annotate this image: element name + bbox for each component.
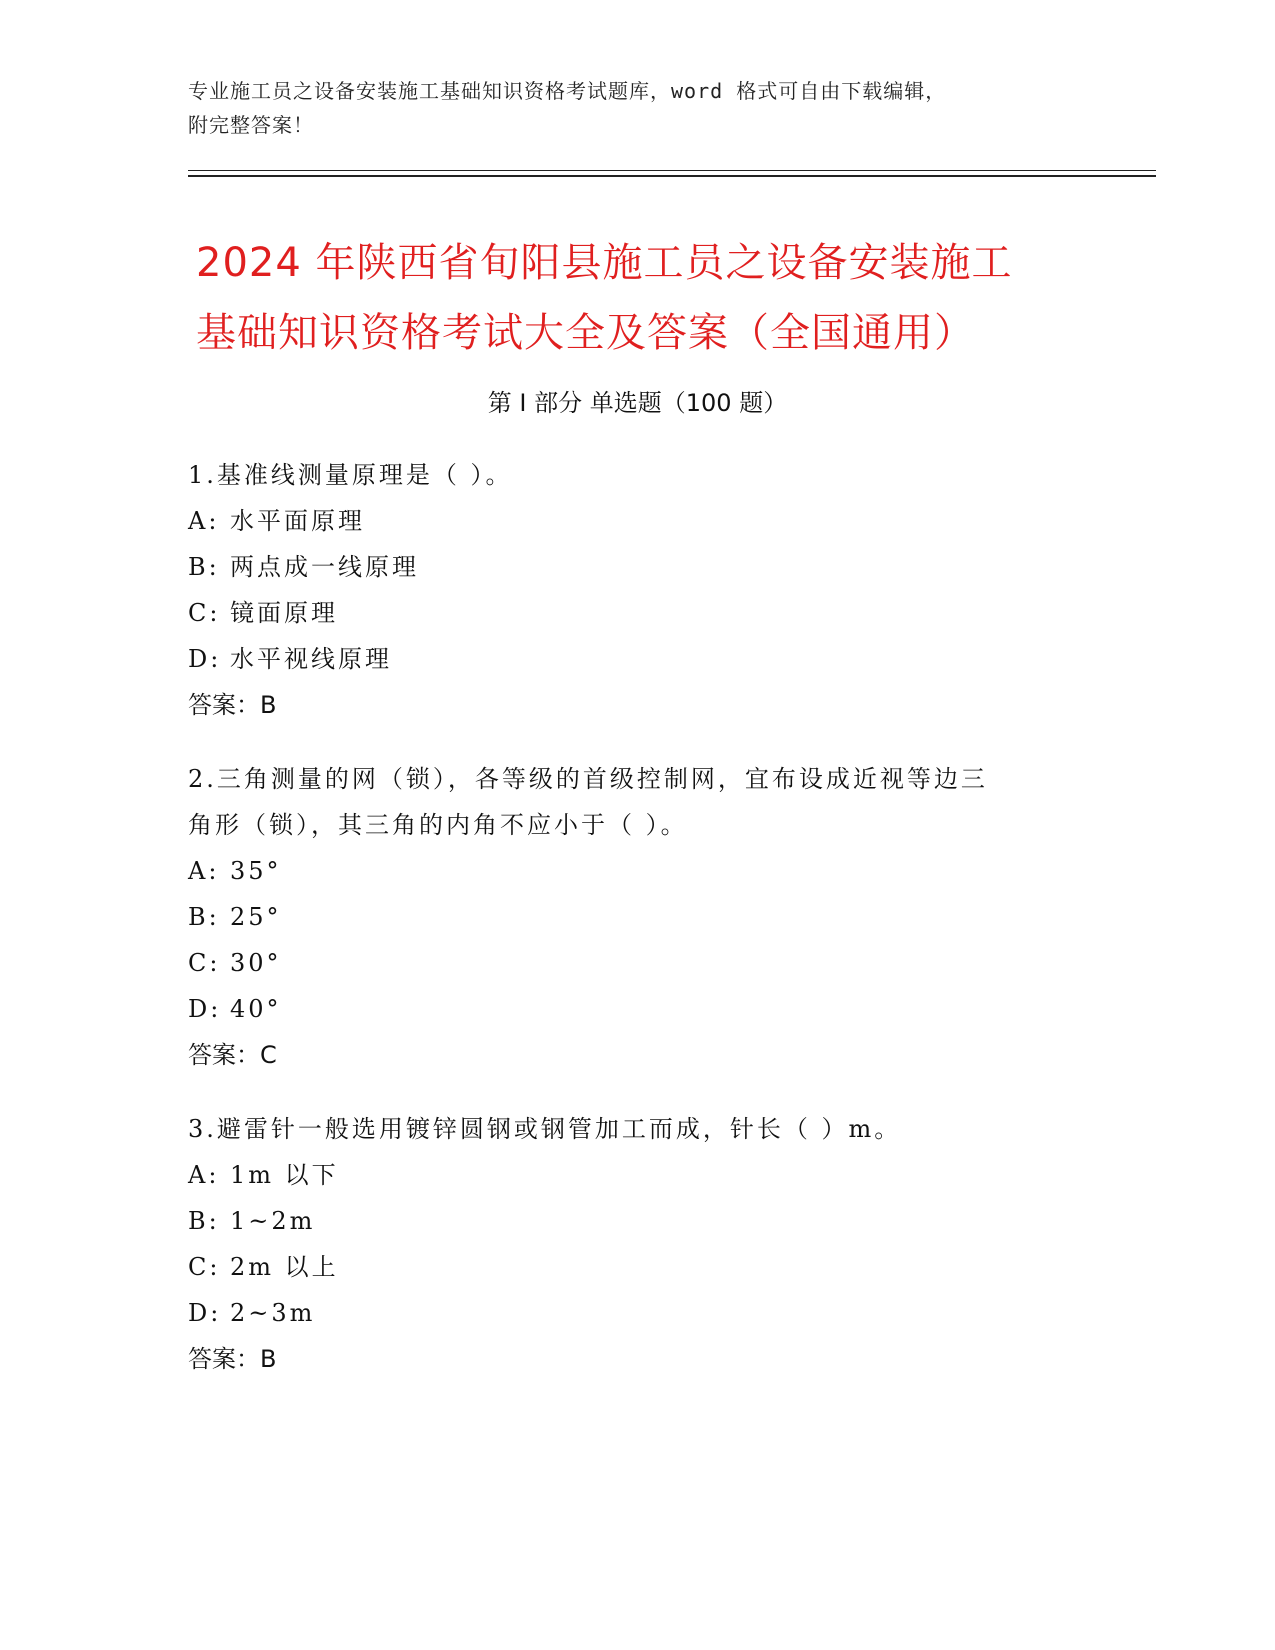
option-key: B:	[188, 903, 220, 931]
question-3	[188, 1106, 1068, 1382]
option-b	[188, 544, 1068, 590]
option-b	[188, 1198, 1068, 1244]
option-text: 40°	[230, 995, 282, 1023]
option-c	[188, 940, 1068, 986]
option-key: C:	[188, 599, 221, 627]
option-key: A:	[188, 507, 220, 535]
option-key: C:	[188, 1253, 221, 1281]
header-divider-thick	[188, 175, 1156, 177]
question-stem: 3.避雷针一般选用镀锌圆钢或钢管加工而成，针长（ ）m。	[188, 1115, 902, 1143]
option-text: 水平面原理	[230, 507, 365, 535]
document-title-line: 2024 年陕西省旬阳县施工员之设备安装施工	[196, 240, 1013, 286]
option-key: A:	[188, 857, 220, 885]
option-text: 2m 以上	[230, 1253, 339, 1281]
answer-label: 答案：C	[188, 1041, 277, 1069]
document-title	[196, 228, 1116, 368]
option-d	[188, 1290, 1068, 1336]
option-a	[188, 498, 1068, 544]
option-text: 两点成一线原理	[230, 553, 419, 581]
option-text: 2~3m	[230, 1299, 316, 1327]
option-a	[188, 1152, 1068, 1198]
header-note-line: 专业施工员之设备安装施工基础知识资格考试题库，word 格式可自由下载编辑，	[188, 79, 947, 103]
option-key: D:	[188, 645, 222, 673]
header-note-line: 附完整答案！	[188, 113, 314, 137]
question-stem: 1.基准线测量原理是（ ）。	[188, 461, 513, 489]
answer-label: 答案：B	[188, 691, 277, 719]
option-text: 1m 以下	[230, 1161, 339, 1189]
question-stem: 2.三角测量的网（锁），各等级的首级控制网，宜布设成近视等边三	[188, 765, 988, 793]
option-d	[188, 636, 1068, 682]
question-1	[188, 452, 1068, 728]
option-key: A:	[188, 1161, 220, 1189]
option-text: 1~2m	[230, 1207, 316, 1235]
option-key: C:	[188, 949, 221, 977]
question-stem: 角形（锁），其三角的内角不应小于（ ）。	[188, 811, 688, 839]
option-text: 25°	[230, 903, 282, 931]
option-a	[188, 848, 1068, 894]
answer-label: 答案：B	[188, 1345, 277, 1373]
option-text: 35°	[230, 857, 282, 885]
question-2	[188, 756, 1068, 1078]
option-key: D:	[188, 995, 222, 1023]
option-c	[188, 1244, 1068, 1290]
header-note	[188, 74, 1088, 142]
option-b	[188, 894, 1068, 940]
section-title: 第 I 部分 单选题（100 题）	[487, 389, 788, 417]
option-text: 水平视线原理	[230, 645, 392, 673]
option-key: D:	[188, 1299, 222, 1327]
option-c	[188, 590, 1068, 636]
document-title-line: 基础知识资格考试大全及答案（全国通用）	[196, 310, 975, 356]
option-key: B:	[188, 553, 220, 581]
option-d	[188, 986, 1068, 1032]
option-key: B:	[188, 1207, 220, 1235]
header-divider-thin	[188, 170, 1156, 171]
option-text: 镜面原理	[230, 599, 338, 627]
option-text: 30°	[230, 949, 282, 977]
